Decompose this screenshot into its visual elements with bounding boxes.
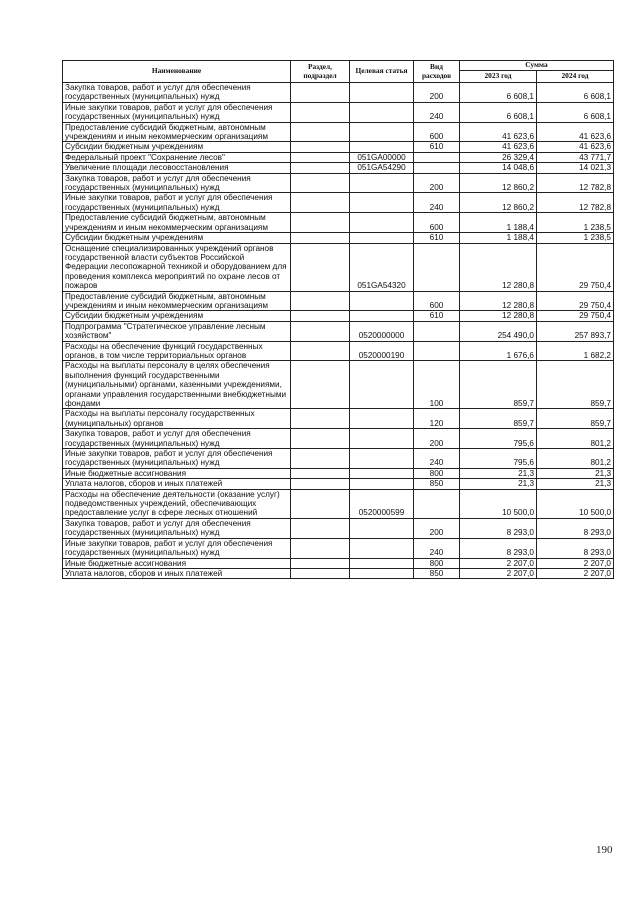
- row-sum-2023-cell: 12 280,8: [460, 291, 537, 311]
- row-sum-2023-cell: 1 676,6: [460, 341, 537, 361]
- row-expense-type-cell: 200: [414, 83, 460, 103]
- row-sum-2023-cell: 12 280,8: [460, 311, 537, 321]
- row-sum-2024-cell: 2 207,0: [537, 568, 614, 578]
- row-section-cell: [291, 361, 350, 409]
- table-row: [63, 152, 614, 162]
- header-name: Наименование: [63, 61, 291, 83]
- row-target-cell: [350, 122, 414, 142]
- row-name-cell: Закупка товаров, работ и услуг для обеспечения государственных (муниципальных) нужд: [63, 83, 291, 103]
- table-row: [63, 321, 614, 341]
- row-section-cell: [291, 122, 350, 142]
- table-row: [63, 213, 614, 233]
- row-name-cell: Федеральный проект "Сохранение лесов": [63, 152, 291, 162]
- row-name-cell: Предоставление субсидий бюджетным, автономным учреждениям и иным некоммерческим организациям: [63, 122, 291, 142]
- row-sum-2023-cell: 6 608,1: [460, 83, 537, 103]
- row-target-cell: [350, 518, 414, 538]
- page-number: 190: [596, 844, 613, 856]
- row-expense-type-cell: 200: [414, 429, 460, 449]
- header-section: Раздел, подраздел: [291, 61, 350, 83]
- row-sum-2024-cell: 10 500,0: [537, 489, 614, 518]
- row-name-cell: Закупка товаров, работ и услуг для обеспечения государственных (муниципальных) нужд: [63, 173, 291, 193]
- row-sum-2023-cell: 254 490,0: [460, 321, 537, 341]
- row-section-cell: [291, 102, 350, 122]
- row-section-cell: [291, 233, 350, 243]
- row-target-cell: [350, 173, 414, 193]
- row-expense-type-cell: [414, 489, 460, 518]
- row-sum-2023-cell: 859,7: [460, 409, 537, 429]
- row-target-cell: [350, 558, 414, 568]
- row-name-cell: Закупка товаров, работ и услуг для обеспечения государственных (муниципальных) нужд: [63, 518, 291, 538]
- row-expense-type-cell: [414, 321, 460, 341]
- table-row: [63, 489, 614, 518]
- header-year-2024: 2024 год: [537, 71, 614, 83]
- row-sum-2024-cell: 6 608,1: [537, 102, 614, 122]
- row-sum-2023-cell: 12 860,2: [460, 193, 537, 213]
- table-row: [63, 538, 614, 558]
- table-row: [63, 291, 614, 311]
- row-target-cell: [350, 233, 414, 243]
- row-name-cell: Увеличение площади лесовосстановления: [63, 163, 291, 173]
- row-sum-2023-cell: 8 293,0: [460, 518, 537, 538]
- row-section-cell: [291, 429, 350, 449]
- table-row: [63, 558, 614, 568]
- table-row: [63, 243, 614, 291]
- row-sum-2024-cell: 8 293,0: [537, 518, 614, 538]
- row-target-cell: [350, 102, 414, 122]
- row-name-cell: Иные закупки товаров, работ и услуг для обеспечения государственных (муниципальных) нужд: [63, 449, 291, 469]
- table-row: [63, 518, 614, 538]
- row-expense-type-cell: 240: [414, 449, 460, 469]
- row-sum-2023-cell: 1 188,4: [460, 233, 537, 243]
- row-section-cell: [291, 152, 350, 162]
- row-target-cell: [350, 291, 414, 311]
- row-target-cell: [350, 468, 414, 478]
- row-sum-2024-cell: 6 608,1: [537, 83, 614, 103]
- row-target-cell: [350, 193, 414, 213]
- table-row: [63, 122, 614, 142]
- row-sum-2023-cell: 12 860,2: [460, 173, 537, 193]
- row-expense-type-cell: 800: [414, 468, 460, 478]
- row-section-cell: [291, 311, 350, 321]
- table-row: [63, 429, 614, 449]
- row-name-cell: Оснащение специализированных учреждений органов государственной власти субъектов Российской Федерации лесопожарной техникой и оборудованием для проведения комплекса мероприятий по охране лесов от пожаров: [63, 243, 291, 291]
- row-sum-2024-cell: 2 207,0: [537, 558, 614, 568]
- row-name-cell: Предоставление субсидий бюджетным, автономным учреждениям и иным некоммерческим организациям: [63, 291, 291, 311]
- table-row: [63, 142, 614, 152]
- row-name-cell: Уплата налогов, сборов и иных платежей: [63, 479, 291, 489]
- row-expense-type-cell: 610: [414, 233, 460, 243]
- row-sum-2024-cell: 29 750,4: [537, 311, 614, 321]
- row-target-cell: 0520000000: [350, 321, 414, 341]
- row-sum-2023-cell: 2 207,0: [460, 558, 537, 568]
- table-row: [63, 163, 614, 173]
- row-expense-type-cell: 850: [414, 479, 460, 489]
- row-expense-type-cell: 100: [414, 361, 460, 409]
- table-row: [63, 102, 614, 122]
- row-sum-2023-cell: 6 608,1: [460, 102, 537, 122]
- row-sum-2024-cell: 29 750,4: [537, 243, 614, 291]
- row-sum-2023-cell: 8 293,0: [460, 538, 537, 558]
- row-name-cell: Закупка товаров, работ и услуг для обеспечения государственных (муниципальных) нужд: [63, 429, 291, 449]
- row-name-cell: Иные бюджетные ассигнования: [63, 558, 291, 568]
- header-expense-type: Вид расходов: [414, 61, 460, 83]
- row-expense-type-cell: 600: [414, 213, 460, 233]
- row-sum-2023-cell: 12 280,8: [460, 243, 537, 291]
- row-expense-type-cell: [414, 341, 460, 361]
- row-name-cell: Субсидии бюджетным учреждениям: [63, 233, 291, 243]
- row-name-cell: Расходы на обеспечение функций государственных органов, в том числе территориальных органов: [63, 341, 291, 361]
- row-sum-2024-cell: 12 782,8: [537, 193, 614, 213]
- row-target-cell: 0520000599: [350, 489, 414, 518]
- row-sum-2024-cell: 21,3: [537, 468, 614, 478]
- row-target-cell: [350, 213, 414, 233]
- row-name-cell: Подпрограмма "Стратегическое управление лесным хозяйством": [63, 321, 291, 341]
- table-row: [63, 83, 614, 103]
- table-row: [63, 479, 614, 489]
- header-sum: Сумма: [460, 61, 614, 71]
- row-expense-type-cell: 610: [414, 311, 460, 321]
- row-sum-2023-cell: 21,3: [460, 479, 537, 489]
- row-name-cell: Расходы на выплаты персоналу в целях обеспечения выполнения функций государственными (муниципальными) органами, казенными учреждениями, органами управления государственными внебюджетными фондами: [63, 361, 291, 409]
- row-section-cell: [291, 409, 350, 429]
- row-sum-2023-cell: 795,6: [460, 429, 537, 449]
- row-target-cell: [350, 449, 414, 469]
- row-sum-2024-cell: 1 238,5: [537, 233, 614, 243]
- row-sum-2024-cell: 257 893,7: [537, 321, 614, 341]
- row-sum-2023-cell: 859,7: [460, 361, 537, 409]
- row-section-cell: [291, 243, 350, 291]
- row-section-cell: [291, 142, 350, 152]
- row-expense-type-cell: [414, 152, 460, 162]
- table-row: [63, 568, 614, 578]
- row-name-cell: Уплата налогов, сборов и иных платежей: [63, 568, 291, 578]
- row-section-cell: [291, 468, 350, 478]
- row-section-cell: [291, 489, 350, 518]
- table-row: [63, 449, 614, 469]
- row-expense-type-cell: 610: [414, 142, 460, 152]
- row-section-cell: [291, 193, 350, 213]
- row-sum-2024-cell: 21,3: [537, 479, 614, 489]
- table-row: [63, 233, 614, 243]
- row-sum-2023-cell: 41 623,6: [460, 142, 537, 152]
- row-section-cell: [291, 449, 350, 469]
- row-sum-2024-cell: 29 750,4: [537, 291, 614, 311]
- row-sum-2024-cell: 43 771,7: [537, 152, 614, 162]
- row-sum-2023-cell: 795,6: [460, 449, 537, 469]
- row-sum-2023-cell: 14 048,6: [460, 163, 537, 173]
- row-section-cell: [291, 291, 350, 311]
- table-row: [63, 341, 614, 361]
- row-target-cell: 051GA54320: [350, 243, 414, 291]
- table-row: [63, 361, 614, 409]
- row-expense-type-cell: 200: [414, 518, 460, 538]
- row-expense-type-cell: 120: [414, 409, 460, 429]
- row-section-cell: [291, 163, 350, 173]
- row-sum-2024-cell: 12 782,8: [537, 173, 614, 193]
- row-sum-2024-cell: 8 293,0: [537, 538, 614, 558]
- row-section-cell: [291, 538, 350, 558]
- row-sum-2023-cell: 1 188,4: [460, 213, 537, 233]
- row-target-cell: [350, 479, 414, 489]
- row-sum-2023-cell: 2 207,0: [460, 568, 537, 578]
- row-expense-type-cell: 600: [414, 122, 460, 142]
- table-row: [63, 409, 614, 429]
- row-section-cell: [291, 213, 350, 233]
- row-section-cell: [291, 479, 350, 489]
- row-name-cell: Иные закупки товаров, работ и услуг для обеспечения государственных (муниципальных) нужд: [63, 102, 291, 122]
- row-target-cell: [350, 568, 414, 578]
- row-expense-type-cell: 850: [414, 568, 460, 578]
- row-target-cell: [350, 409, 414, 429]
- table-header: [63, 61, 614, 83]
- row-section-cell: [291, 568, 350, 578]
- row-name-cell: Иные закупки товаров, работ и услуг для обеспечения государственных (муниципальных) нужд: [63, 193, 291, 213]
- row-target-cell: 0520000190: [350, 341, 414, 361]
- row-sum-2023-cell: 21,3: [460, 468, 537, 478]
- row-sum-2024-cell: 14 021,3: [537, 163, 614, 173]
- row-sum-2024-cell: 1 238,5: [537, 213, 614, 233]
- header-target: Целевая статья: [350, 61, 414, 83]
- table-row: [63, 311, 614, 321]
- table-row: [63, 193, 614, 213]
- row-target-cell: 051GA54290: [350, 163, 414, 173]
- row-sum-2024-cell: 859,7: [537, 361, 614, 409]
- row-sum-2023-cell: 41 623,6: [460, 122, 537, 142]
- row-target-cell: [350, 311, 414, 321]
- row-section-cell: [291, 518, 350, 538]
- row-target-cell: [350, 83, 414, 103]
- row-name-cell: Расходы на обеспечение деятельности (оказание услуг) подведомственных учреждений, обеспечивающих предоставление услуг в сфере лесных отношений: [63, 489, 291, 518]
- row-sum-2024-cell: 1 682,2: [537, 341, 614, 361]
- row-name-cell: Расходы на выплаты персоналу государственных (муниципальных) органов: [63, 409, 291, 429]
- row-expense-type-cell: [414, 243, 460, 291]
- row-expense-type-cell: 240: [414, 102, 460, 122]
- row-sum-2023-cell: 26 329,4: [460, 152, 537, 162]
- row-expense-type-cell: [414, 163, 460, 173]
- row-target-cell: [350, 538, 414, 558]
- row-target-cell: [350, 142, 414, 152]
- row-expense-type-cell: 240: [414, 193, 460, 213]
- row-sum-2024-cell: 859,7: [537, 409, 614, 429]
- row-expense-type-cell: 800: [414, 558, 460, 568]
- row-name-cell: Предоставление субсидий бюджетным, автономным учреждениям и иным некоммерческим организациям: [63, 213, 291, 233]
- budget-table: [62, 60, 614, 579]
- row-expense-type-cell: 200: [414, 173, 460, 193]
- row-section-cell: [291, 321, 350, 341]
- row-section-cell: [291, 83, 350, 103]
- row-sum-2023-cell: 10 500,0: [460, 489, 537, 518]
- row-name-cell: Иные бюджетные ассигнования: [63, 468, 291, 478]
- row-sum-2024-cell: 801,2: [537, 449, 614, 469]
- header-year-2023: 2023 год: [460, 71, 537, 83]
- row-sum-2024-cell: 41 623,6: [537, 142, 614, 152]
- row-sum-2024-cell: 801,2: [537, 429, 614, 449]
- row-sum-2024-cell: 41 623,6: [537, 122, 614, 142]
- table-row: [63, 173, 614, 193]
- row-name-cell: Иные закупки товаров, работ и услуг для обеспечения государственных (муниципальных) нужд: [63, 538, 291, 558]
- row-target-cell: [350, 361, 414, 409]
- row-target-cell: 051GA00000: [350, 152, 414, 162]
- row-name-cell: Субсидии бюджетным учреждениям: [63, 311, 291, 321]
- row-expense-type-cell: 600: [414, 291, 460, 311]
- row-expense-type-cell: 240: [414, 538, 460, 558]
- row-name-cell: Субсидии бюджетным учреждениям: [63, 142, 291, 152]
- row-section-cell: [291, 173, 350, 193]
- table-row: [63, 468, 614, 478]
- row-section-cell: [291, 341, 350, 361]
- row-section-cell: [291, 558, 350, 568]
- table-body: [63, 83, 614, 579]
- row-target-cell: [350, 429, 414, 449]
